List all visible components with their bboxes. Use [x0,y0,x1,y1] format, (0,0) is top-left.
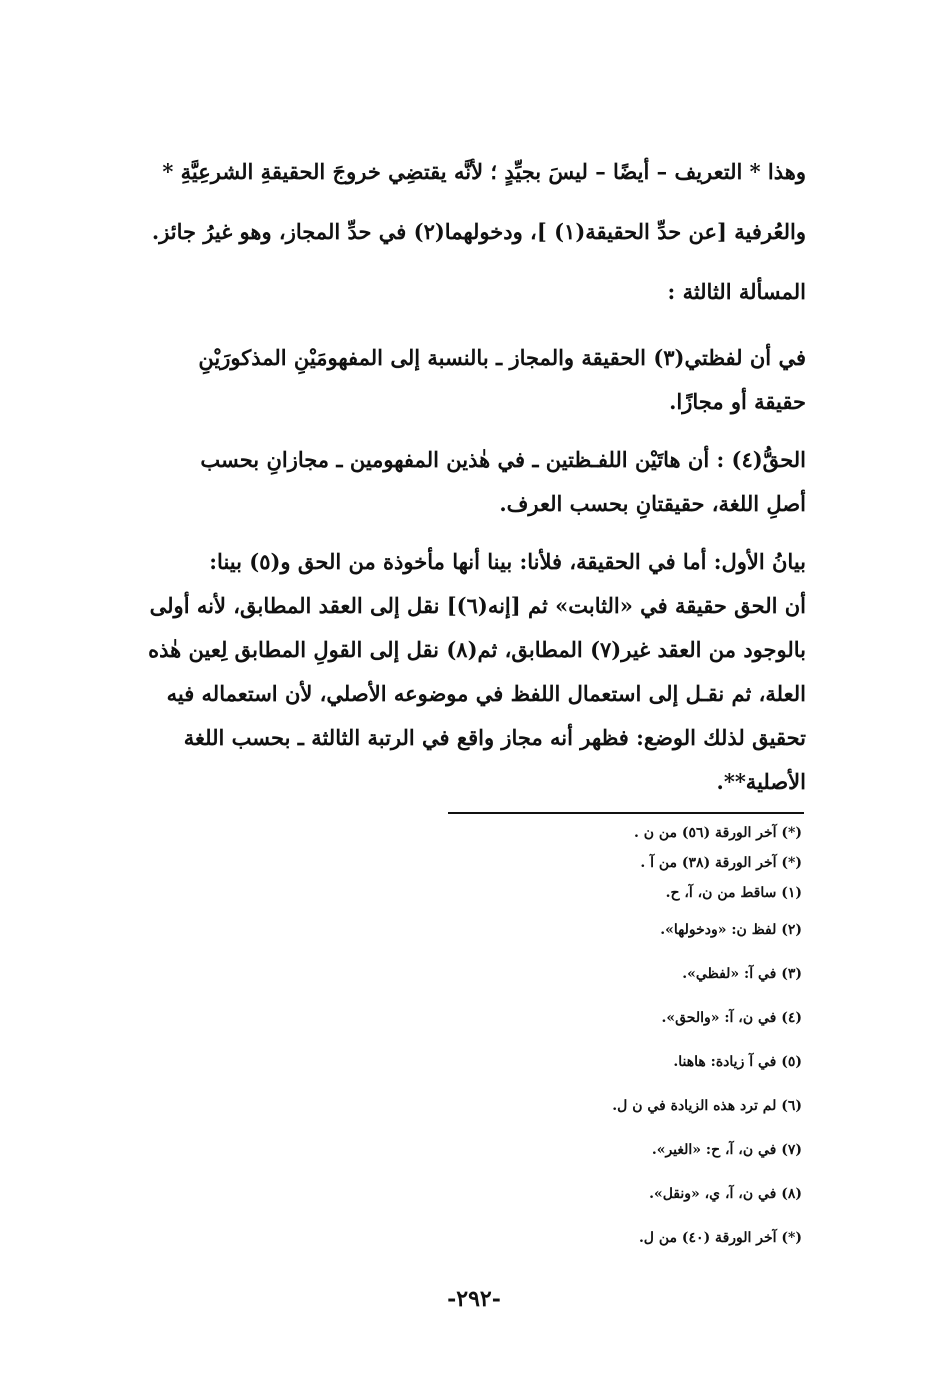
footnote: (٧) في ن، آ، ح: «الغير». [651,1142,802,1158]
main-text [126,142,806,804]
text-line: وهذا * التعريف – أيضًا – ليسَ بجيِّدٍ ؛ لأنَّه يقتضِي خروجَ الحقيقةِ الشرعِيَّةِ * [162,159,806,184]
footnote: (*) آخر الورقة (٤٠) من ل. [638,1230,802,1246]
footnote-separator [448,812,804,814]
footnote: (*) آخر الورقة (٣٨) من آ . [640,855,802,871]
footnote: (٦) لم ترد هذه الزيادة في ن ل. [612,1098,802,1114]
footnote: (١) ساقط من ن، آ، ح. [665,885,802,901]
text-line: الأصلية**. [716,769,806,794]
page-number: -٢٩٢- [447,1286,501,1312]
text-line: أصلِ اللغة، حقيقتانِ بحسب العرف. [499,491,806,516]
paragraph-2 [126,336,806,424]
paragraph-4 [126,540,806,804]
text-line: أن الحق حقيقة في «الثابت» ثم [إنه(٦)] نقل إلى العقد المطابق، لأنه أولى [149,593,806,618]
section-heading: المسألة الثالثة : [667,279,806,304]
footnote: (٨) في ن، آ، ي، «ونقل». [649,1186,802,1202]
text-line: والعُرفية [عن حدِّ الحقيقة(١) ]، ودخولهما(٢) في حدِّ المجاز، وهو غيرُ جائز. [151,219,806,244]
footnote: (٣) في آ: «لفظي». [682,966,802,982]
footnote: (٢) لفظ ن: «ودخولها». [660,922,802,938]
paragraph-1 [126,142,806,262]
text-line: تحقيق لذلك الوضع: فظهر أنه مجاز واقع في الرتبة الثالثة ـ بحسب اللغة [183,725,806,750]
footnotes [402,818,802,1260]
text-line: بالوجود من العقد غير(٧) المطابق، ثم(٨) نقل إلى القولِ المطابق لِعين هٰذه [148,637,806,662]
footnote: (٤) في ن، آ: «والحق». [661,1010,802,1026]
text-line: حقيقة أو مجازًا. [669,389,806,414]
text-line: العلة، ثم نقـل إلى استعمال اللفظ في موضوعه الأصلي، لأن استعماله فيه [166,681,806,706]
footnote: (*) آخر الورقة (٥٦) من ن . [633,825,802,841]
paragraph-3 [126,438,806,526]
footnote: (٥) في آ زيادة: هاهنا. [673,1054,802,1070]
text-line: الحقُّ(٤) : أن هاتَيْن اللفـظتين ـ في هٰذين المفهومين ـ مجازانِ بحسب [200,447,806,472]
text-line: في أن لفظتي(٣) الحقيقة والمجاز ـ بالنسبة إلى المفهومَيْنِ المذكورَيْنِ [198,345,806,370]
text-line: بيانُ الأول: أما في الحقيقة، فلأنا: بينا أنها مأخوذة من الحق و(٥) بينا: [209,549,806,574]
